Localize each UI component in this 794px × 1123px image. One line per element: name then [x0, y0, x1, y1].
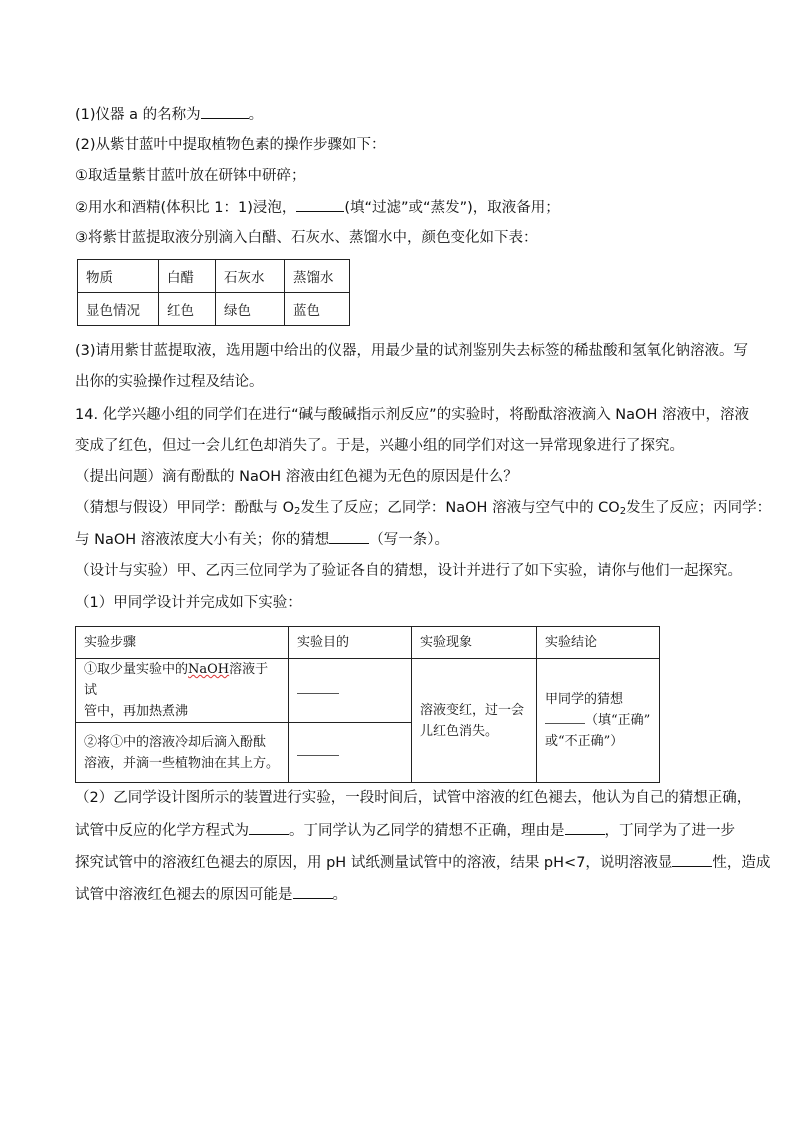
q13-part1-suffix: 。 [248, 107, 264, 123]
table-cell-purpose [289, 723, 412, 783]
q14-part2-line1: （2）乙同学设计图所示的装置进行实验，一段时间后，试管中溶液的红色褪去，他认为自己的猜想正确， [75, 790, 752, 806]
q13-part3-line2: 出你的实验操作过程及结论。 [75, 374, 264, 390]
subscript-2: 2 [619, 506, 627, 517]
subscript-2: 2 [294, 506, 301, 517]
conclusion-b: （填“正确” [585, 713, 651, 728]
hyp-text-b: 发生了反应；乙同学：NaOH 溶液与空气中的 CO [300, 500, 620, 516]
q14-design: （设计与实验）甲、乙丙三位同学为了验证各自的猜想，设计并进行了如下实验，请你与他们一起探究。 [75, 563, 742, 579]
q13-step2 [75, 197, 560, 218]
table-cell-purpose [289, 659, 412, 723]
table-header-row [76, 627, 660, 659]
part2-line4-text: 试管中溶液红色褪去的原因可能是 [75, 887, 293, 903]
naoh-term: NaOH [188, 662, 230, 677]
hyp-text-a: （猜想与假设）甲同学：酚酞与 O [75, 500, 295, 516]
answer-blank[interactable] [565, 820, 605, 835]
table-cell-conclusion [537, 659, 660, 783]
hyp-line2-text: 与 NaOH 溶液浓度大小有关；你的猜想 [75, 532, 330, 548]
answer-blank[interactable] [293, 884, 333, 899]
answer-blank[interactable] [249, 820, 289, 835]
table-cell: 蒸馏水 [285, 260, 350, 293]
conclusion-c: 或“不正确”） [545, 734, 624, 749]
table-cell: 白醋 [159, 260, 216, 293]
table-row [76, 659, 660, 723]
answer-blank[interactable] [297, 683, 339, 694]
table-cell: 显色情况 [78, 293, 159, 326]
conclusion-a: 甲同学的猜想 [545, 692, 624, 707]
table-header: 实验结论 [537, 627, 660, 659]
answer-blank[interactable] [201, 104, 249, 119]
step2-text-a: ②将①中的溶液冷却后滴入酚酞 [84, 734, 267, 750]
answer-blank[interactable] [672, 852, 712, 867]
q13-step3: ③将紫甘蓝提取液分别滴入白醋、石灰水、蒸馏水中，颜色变化如下表： [75, 230, 538, 246]
table-cell: 绿色 [216, 293, 285, 326]
table-row [78, 260, 350, 293]
table-cell: 红色 [159, 293, 216, 326]
table-row [78, 293, 350, 326]
table-header: 实验目的 [289, 627, 412, 659]
step1-text-c: 管中，再加热煮沸 [84, 704, 189, 719]
q13-step2-text: ②用水和酒精(体积比 1：1)浸泡， [75, 200, 297, 216]
answer-blank[interactable] [545, 713, 585, 724]
q14-part1: （1）甲同学设计并完成如下实验： [75, 595, 302, 611]
table-cell: 蓝色 [285, 293, 350, 326]
table-cell-step [76, 723, 289, 783]
part2-line2-text: 试管中反应的化学方程式为 [75, 823, 249, 839]
table-header: 实验现象 [412, 627, 537, 659]
q14-hypothesis-line1 [75, 498, 771, 522]
table-cell: 石灰水 [216, 260, 285, 293]
answer-blank[interactable] [297, 745, 339, 756]
q14-part2-line3 [75, 852, 770, 873]
table-header: 实验步骤 [76, 627, 289, 659]
color-table [77, 259, 350, 326]
part2-line2-suffix: ，丁同学为了进一步 [604, 823, 735, 839]
q14-intro-line2: 变成了红色，但过一会儿红色却消失了。于是，兴趣小组的同学们对这一异常现象进行了探究。 [75, 438, 684, 454]
phenomenon-a: 溶液变红，过一会 [420, 702, 525, 718]
q14-intro-line1: 14. 化学兴趣小组的同学们在进行“碱与酸碱指示剂反应”的实验时，将酚酞溶液滴入 NaOH 溶液中，溶液 [75, 407, 749, 423]
part2-line4-suffix: 。 [332, 887, 347, 903]
q13-step2-suffix: (填“过滤”或“蒸发”)，取液备用； [344, 200, 560, 216]
answer-blank[interactable] [296, 197, 344, 212]
q14-question: （提出问题）滴有酚酞的 NaOH 溶液由红色褪为无色的原因是什么？ [75, 469, 518, 485]
q13-part3-line1: (3)请用紫甘蓝提取液，选用题中给出的仪器，用最少量的试剂鉴别失去标签的稀盐酸和氢氧化钠溶液。写 [75, 343, 749, 359]
part2-line3-text: 探究试管中的溶液红色褪去的原因，用 pH 试纸测量试管中的溶液，结果 pH<7，说明溶液显 [75, 855, 673, 871]
q13-part2: (2)从紫甘蓝叶中提取植物色素的操作步骤如下： [75, 137, 386, 153]
table-cell-phenomenon [412, 659, 537, 783]
q13-step1: ①取适量紫甘蓝叶放在研钵中研碎； [75, 168, 306, 184]
phenomenon-b: 儿红色消失。 [420, 723, 499, 739]
table-cell-step [76, 659, 289, 723]
hyp-text-c: 发生了反应；丙同学： [626, 500, 772, 516]
part2-line2-mid: 。丁同学认为乙同学的猜想不正确，理由是 [289, 823, 565, 839]
step1-text-a: ①取少量实验中的 [84, 662, 189, 677]
answer-blank[interactable] [329, 529, 369, 544]
table-cell: 物质 [78, 260, 159, 293]
q13-part1-text: (1)仪器 a 的名称为 [75, 107, 201, 123]
hyp-line2-suffix: （写一条）。 [369, 532, 450, 548]
q14-part2-line2 [75, 820, 735, 841]
q14-part2-line4 [75, 884, 347, 905]
q13-part1 [75, 104, 263, 125]
step1-text-b: 溶液于试 [84, 662, 269, 698]
experiment-table [75, 626, 660, 783]
part2-line3-suffix: 性，造成 [712, 855, 771, 871]
q14-hypothesis-line2 [75, 529, 449, 550]
step2-text-b: 溶液，并滴一些植物油在其上方。 [84, 755, 280, 771]
